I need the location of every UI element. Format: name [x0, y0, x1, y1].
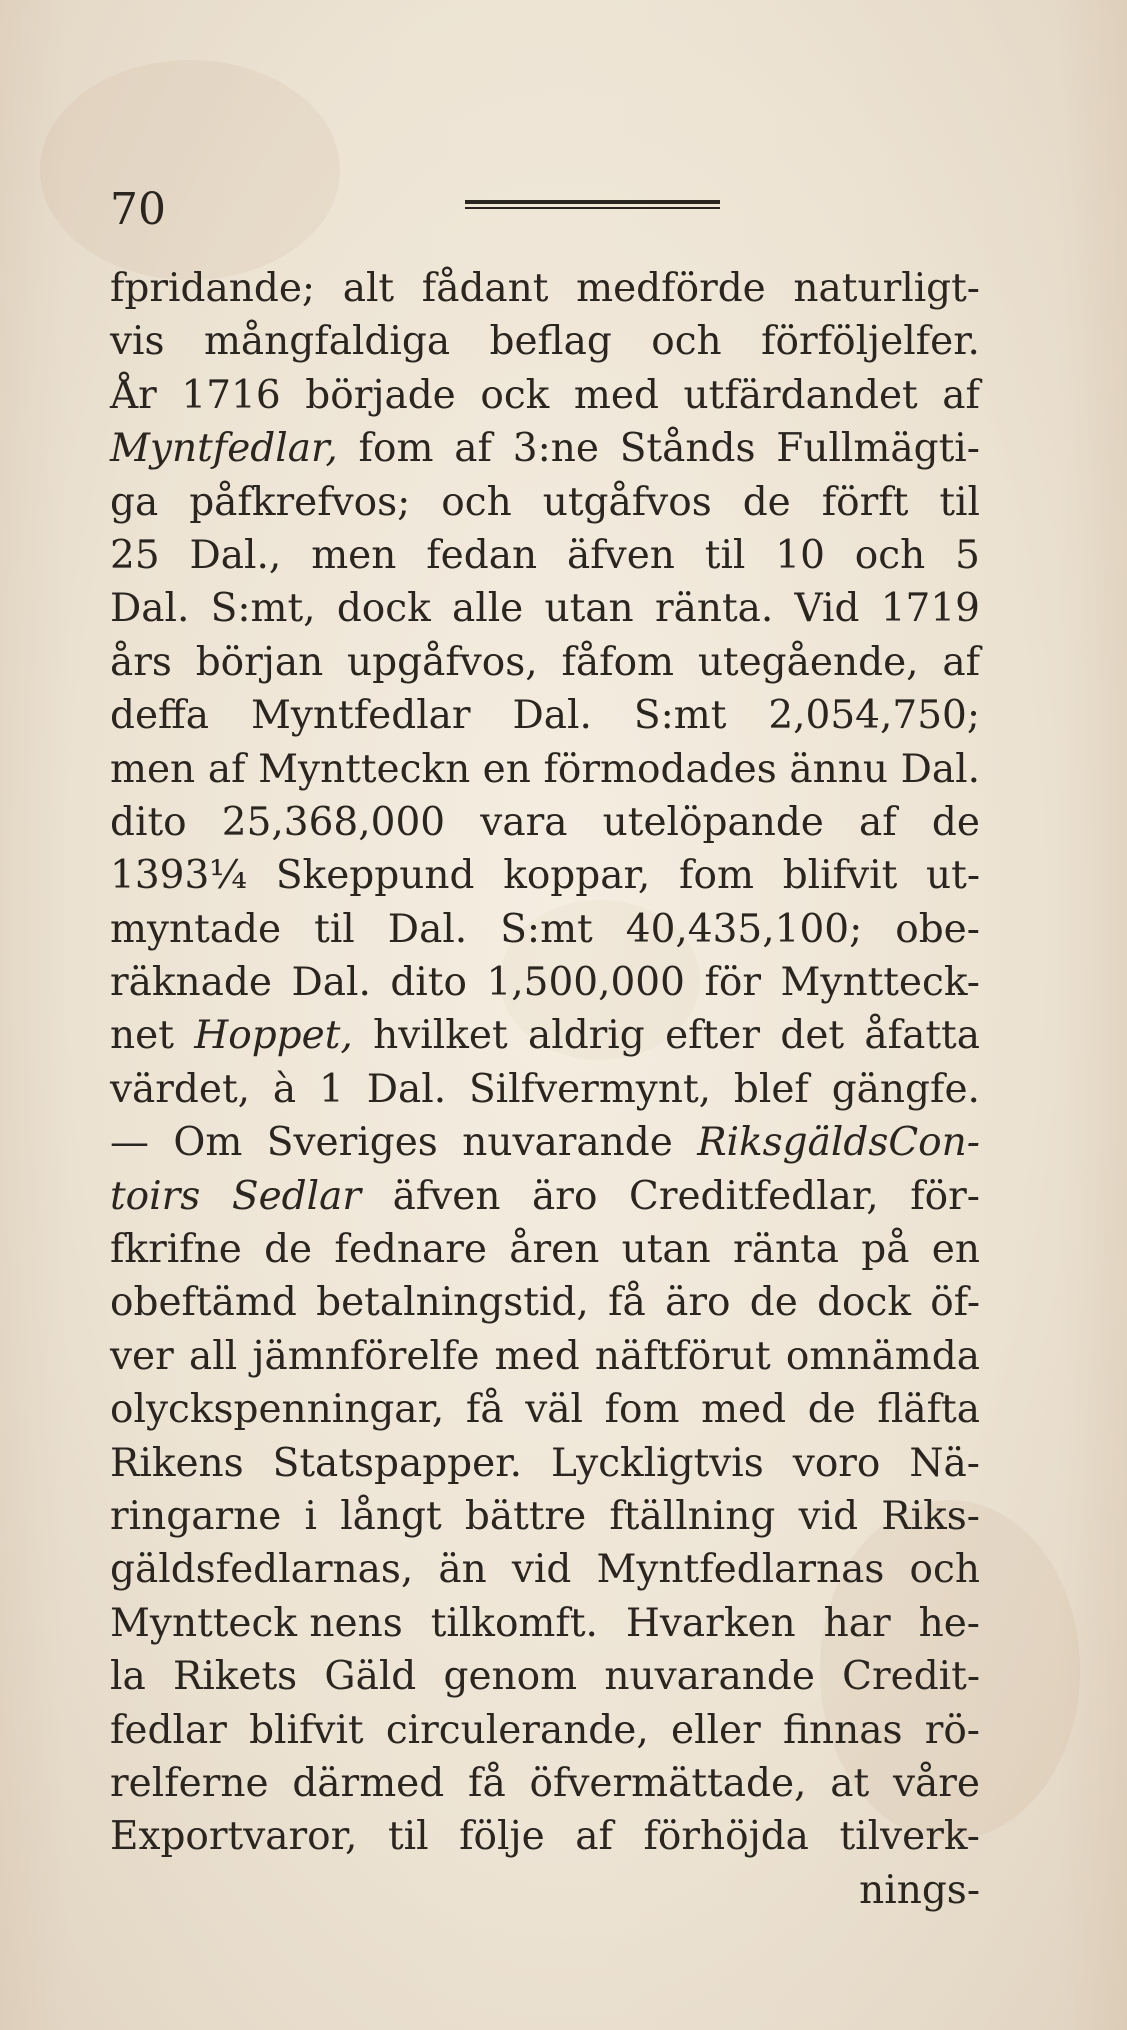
word: af	[207, 746, 246, 792]
word: förföljelfer.	[761, 319, 980, 365]
word: för	[704, 960, 761, 1006]
word: öfvermättade,	[529, 1760, 807, 1806]
word: la	[110, 1654, 146, 1700]
word: följe	[459, 1814, 545, 1860]
word: dock	[336, 586, 431, 632]
word: Myntfedlarnas	[596, 1547, 885, 1593]
text-line	[110, 1437, 980, 1490]
word: obeftämd	[110, 1280, 297, 1326]
word: fedlar	[110, 1707, 227, 1753]
word: nuvarande	[604, 1654, 815, 1700]
word: alle	[451, 586, 524, 632]
word: de	[749, 1280, 798, 1326]
text-line	[110, 1757, 980, 1810]
word: 25	[110, 532, 160, 578]
word: ränta.	[654, 586, 774, 632]
word: fom	[358, 426, 434, 472]
word: medförde	[576, 266, 766, 311]
word: net	[110, 1013, 174, 1059]
word: det	[780, 1013, 845, 1059]
word: Fullmägti-	[776, 426, 980, 472]
word: få	[608, 1280, 646, 1326]
word: har	[823, 1600, 891, 1646]
word: de	[742, 479, 791, 525]
word: toirs	[110, 1173, 201, 1219]
text-line	[110, 529, 980, 582]
text-line	[110, 1490, 980, 1543]
word: Myntfedlar	[250, 693, 471, 739]
text-line	[110, 1704, 980, 1757]
word: År	[110, 372, 157, 418]
word: blifvit	[782, 853, 898, 899]
word: 40,435,100;	[625, 906, 863, 952]
word: få	[468, 1760, 506, 1806]
page-number: 70	[110, 184, 166, 235]
word: början	[195, 639, 324, 685]
word: RiksgäldsCon-	[697, 1120, 980, 1166]
word: näftförut	[594, 1333, 771, 1379]
header-rule-line	[465, 207, 720, 209]
word: äfven	[566, 532, 675, 578]
word: började	[305, 372, 456, 418]
word: til	[314, 906, 355, 952]
word: Sveriges	[266, 1120, 438, 1166]
word: alt	[342, 266, 395, 311]
word: väl	[525, 1387, 583, 1433]
word: ränta	[733, 1227, 839, 1273]
text-line	[110, 1063, 980, 1116]
word: 1,500,000	[486, 960, 685, 1006]
word: koppar,	[503, 853, 651, 899]
text-line	[110, 743, 980, 796]
word: men	[311, 532, 397, 578]
text-line	[110, 262, 980, 315]
word: förhöjda	[643, 1814, 809, 1860]
word: S:mt	[500, 906, 593, 952]
catchword: nings-	[859, 1867, 980, 1913]
text-line	[110, 1330, 980, 1383]
word: Myntteckn en	[258, 746, 531, 792]
word: men	[110, 746, 196, 792]
word: obe-	[895, 906, 980, 952]
word: räknade	[110, 960, 272, 1006]
text-line	[110, 1276, 980, 1329]
word: voro	[792, 1440, 881, 1486]
word: utan	[544, 586, 634, 632]
word: rö-	[924, 1707, 980, 1753]
word: Riks-	[881, 1493, 980, 1539]
word: af	[942, 639, 980, 685]
word: Dal.	[387, 906, 468, 952]
text-line	[110, 903, 980, 956]
word: omnämda	[785, 1333, 980, 1379]
word: ännu	[789, 746, 888, 792]
word: upgåfvos,	[347, 639, 538, 685]
word: förmodades	[543, 746, 777, 792]
word: en	[931, 1227, 980, 1273]
text-line	[110, 849, 980, 902]
word: de	[931, 799, 980, 845]
word: äro	[532, 1173, 598, 1219]
word: betalningstid,	[316, 1280, 589, 1326]
word: med	[701, 1387, 787, 1433]
word: S:mt,	[210, 586, 316, 632]
word: at	[830, 1760, 870, 1806]
body-text	[110, 262, 980, 1917]
word: äro	[665, 1280, 731, 1326]
text-line	[110, 476, 980, 529]
word: Creditfedlar,	[628, 1173, 879, 1219]
text-line	[110, 636, 980, 689]
word: Rikens	[110, 1440, 244, 1486]
word: dito	[390, 960, 467, 1006]
word: och	[909, 1547, 980, 1593]
text-line	[110, 1170, 980, 1223]
word: af	[942, 372, 980, 418]
word: Nä-	[909, 1440, 980, 1486]
word: ut-	[926, 853, 980, 899]
word: naturligt-	[793, 266, 980, 311]
word: 3:ne	[512, 426, 599, 472]
word: åren	[509, 1227, 600, 1273]
word: Silfvermynt,	[468, 1066, 712, 1112]
word: Stånds	[619, 426, 756, 472]
word: Om	[173, 1120, 243, 1166]
word: fom	[604, 1387, 680, 1433]
word: vara	[480, 799, 568, 845]
text-line	[110, 422, 980, 475]
word: Gäld	[324, 1654, 417, 1700]
word: af	[575, 1814, 613, 1860]
word: 5	[955, 532, 980, 578]
word: all	[188, 1333, 238, 1379]
word: och	[651, 319, 722, 365]
word: fådant	[421, 266, 549, 311]
word: til	[704, 532, 746, 578]
word: S:mt	[633, 693, 727, 739]
word: fkrifne	[110, 1227, 242, 1273]
word: än	[438, 1547, 487, 1593]
text-line	[110, 796, 980, 849]
word: förft	[821, 479, 909, 525]
word: 1393¼	[110, 853, 248, 899]
word: Myntteck-	[780, 960, 980, 1006]
catchword-line	[110, 1864, 980, 1917]
word: af	[454, 426, 492, 472]
word: —	[110, 1120, 149, 1166]
text-line	[110, 956, 980, 1009]
word: våre	[892, 1760, 980, 1806]
word: 1716	[181, 372, 281, 418]
header-rule-line	[465, 200, 720, 204]
word: med	[494, 1333, 580, 1379]
word: til	[387, 1814, 429, 1860]
word: därmed	[292, 1760, 445, 1806]
word: myntade	[110, 906, 282, 952]
word: Dal.,	[189, 532, 282, 578]
text-line	[110, 1383, 980, 1436]
word: circulerande,	[385, 1707, 649, 1753]
word: Hoppet,	[194, 1013, 353, 1059]
word: ftällning	[609, 1493, 776, 1539]
word: de	[264, 1227, 313, 1273]
text-line	[110, 1650, 980, 1703]
word: värdet,	[110, 1066, 251, 1112]
word: vid	[798, 1493, 859, 1539]
word: Exportvaror,	[110, 1814, 358, 1860]
word: à	[272, 1066, 297, 1112]
text-line	[110, 315, 980, 368]
text-line	[110, 1223, 980, 1276]
word: genom	[443, 1654, 578, 1700]
word: tilkomft.	[430, 1600, 598, 1646]
word: deffa	[110, 693, 210, 739]
word: i	[304, 1493, 317, 1539]
word: relferne	[110, 1760, 269, 1806]
text-line	[110, 369, 980, 422]
word: på	[861, 1227, 910, 1273]
header-rule	[465, 200, 720, 212]
word: Rikets	[172, 1654, 298, 1700]
word: fläfta	[877, 1387, 980, 1433]
word: års	[110, 639, 172, 685]
word: af	[859, 799, 897, 845]
word: Dal.	[110, 586, 190, 632]
word: och	[441, 479, 512, 525]
word: tilverk-	[839, 1814, 980, 1860]
word: Skeppund	[275, 853, 475, 899]
word: fåfom	[561, 639, 675, 685]
word: vis	[110, 319, 165, 365]
word: Lyckligtvis	[550, 1440, 764, 1486]
word: utfärdandet	[683, 372, 918, 418]
word: de	[807, 1387, 856, 1433]
word: öf-	[930, 1280, 980, 1326]
word: utegående,	[697, 639, 919, 685]
word: bättre	[464, 1493, 587, 1539]
word: gäldsfedlarnas,	[110, 1547, 414, 1593]
word: efter	[665, 1013, 761, 1059]
word: med	[573, 372, 659, 418]
word: utan	[621, 1227, 711, 1273]
text-line	[110, 1810, 980, 1863]
word: mångfaldiga	[203, 319, 451, 365]
word: Dal.	[512, 693, 592, 739]
word: utelöpande	[602, 799, 824, 845]
word: 25,368,000	[221, 799, 446, 845]
word: och	[854, 532, 926, 578]
word: fednare	[334, 1227, 487, 1273]
word: åfatta	[864, 1013, 980, 1059]
word: nuvarande	[462, 1120, 673, 1166]
word: ringarne	[110, 1493, 282, 1539]
word: 10	[775, 532, 825, 578]
word: Statspapper.	[272, 1440, 522, 1486]
word: gängfe.	[831, 1066, 980, 1112]
word: fpridande;	[110, 266, 316, 311]
word: fedan	[426, 532, 538, 578]
page-header	[110, 180, 1010, 240]
word: blef	[733, 1066, 809, 1112]
word: ver	[110, 1333, 174, 1379]
word: få	[465, 1387, 504, 1433]
word: Myntteck nens	[110, 1600, 403, 1646]
word: dock	[817, 1280, 911, 1326]
word: långt	[340, 1493, 442, 1539]
word: Vid	[794, 586, 860, 632]
text-line	[110, 1597, 980, 1650]
word: äfven	[392, 1173, 501, 1219]
text-line	[110, 1116, 980, 1169]
text-line	[110, 689, 980, 742]
word: beflag	[489, 319, 612, 365]
text-line	[110, 1009, 980, 1062]
word: utgåfvos	[542, 479, 712, 525]
word: Dal.	[900, 746, 980, 792]
word: eller	[670, 1707, 761, 1753]
word: jämnförelfe	[252, 1333, 480, 1379]
word: Dal.	[291, 960, 371, 1006]
paper-stain	[40, 60, 340, 280]
word: 1719	[880, 586, 980, 632]
word: blifvit	[249, 1707, 364, 1753]
word: olyckspenningar,	[110, 1387, 445, 1433]
word: 1	[319, 1066, 344, 1112]
word: aldrig	[527, 1013, 645, 1059]
word: Sedlar	[231, 1173, 361, 1219]
word: ga	[110, 479, 159, 525]
word: hvilket	[373, 1013, 508, 1059]
word: fom	[679, 853, 754, 899]
word: för-	[910, 1173, 980, 1219]
word: he-	[918, 1600, 980, 1646]
word: til	[939, 479, 980, 525]
word: Myntfedlar,	[110, 426, 338, 472]
word: finnas	[782, 1707, 903, 1753]
word: dito	[110, 799, 187, 845]
word: vid	[511, 1547, 572, 1593]
word: Dal.	[366, 1066, 447, 1112]
word: Credit-	[842, 1654, 980, 1700]
text-line	[110, 582, 980, 635]
text-line	[110, 1543, 980, 1596]
word: 2,054,750;	[768, 693, 980, 739]
word: ock	[480, 372, 550, 418]
word: Hvarken	[625, 1600, 796, 1646]
word: påfkrefvos;	[189, 479, 411, 525]
